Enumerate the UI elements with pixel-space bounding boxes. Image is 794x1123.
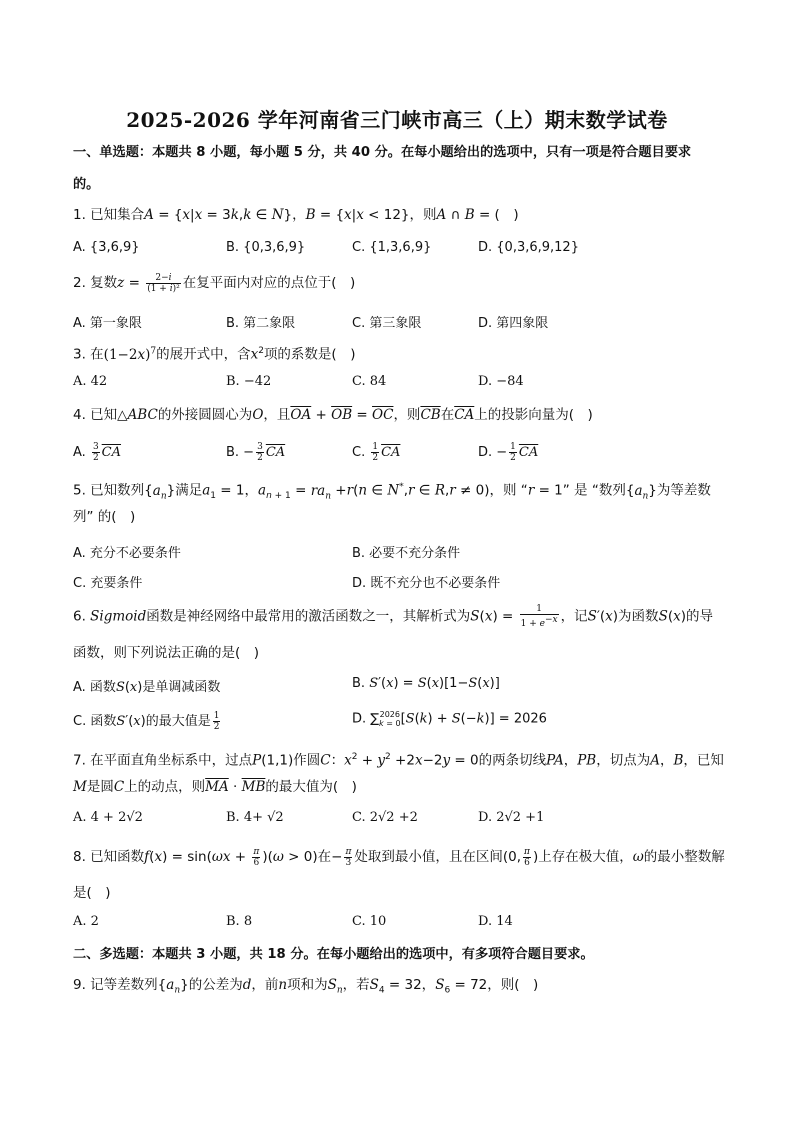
- question-1: 1. 已知集合A = {x|x = 3k,k ∈ N}，B = {x|x < 12}，则A ∩ B = ( ): [73, 207, 519, 223]
- option-c: C. 函数S′(x)的最大值是 $\frac{1}{2}$: [73, 711, 220, 732]
- question-5: 5. 已知数列$\{a_n\}$满足$a_1 = 1$，$a_{n + 1} = ra_n +r(n$ ∈ N*,r ∈ R,r ≠ 0)，则 “r = 1” 是 “数列$\{a_n\}$为等差数: [73, 482, 711, 502]
- option-d: D. 既不充分也不必要条件: [352, 576, 501, 591]
- option-a: A. 充分不必要条件: [73, 546, 181, 561]
- question-5-cont: 列” 的( ): [73, 509, 136, 525]
- section-2-heading: 二、多选题：本题共 3 小题，共 18 分。在每小题给出的选项中，有多项符合题目要求。: [73, 947, 594, 962]
- option-a: A. 42: [73, 374, 108, 389]
- option-b: B. 8: [226, 914, 253, 929]
- option-c: C. 2√2 +2: [352, 810, 418, 825]
- option-c: C. 充要条件: [73, 576, 143, 591]
- question-6: 6. Sigmoid函数是神经网络中最常用的激活函数之一，其解析式为S(x) = $\frac{1}{1 + e^{-x}}$ ，记S′(x)为函数S(x)的导: [73, 604, 713, 629]
- option-b: B. −42: [226, 374, 272, 389]
- option-d: D. ∑ 2026 k = 0 [S(k) + S(−k)] = 2026: [352, 710, 547, 728]
- option-a: A. 4 + 2√2: [73, 810, 143, 825]
- question-7-cont: M是圆C上的动点，则$\overline{MA} \cdot \overline{MB}$的最大值为( ): [73, 779, 357, 795]
- option-a: A. 函数S(x)是单调减函数: [73, 680, 221, 695]
- option-d: D. 14: [478, 914, 513, 929]
- question-8: 8. 已知函数f(x) = sin(ωx + $\frac{\pi}{6}$ )(ω > 0)在− $\frac{\pi}{3}$ 处取到最小值，且在区间(0, $\frac{\pi}{6}$ )上存在极大值，ω的最小整数解: [73, 846, 725, 868]
- section-1-heading: 一、单选题：本题共 8 小题，每小题 5 分，共 40 分。在每小题给出的选项中，只有一项是符合题目要求: [73, 145, 692, 160]
- option-d: D. −84: [478, 374, 524, 389]
- question-7: 7. 在平面直角坐标系中，过点P(1,1)作圆C：$x^2 + y^2 +2x-2y = 0$的两条切线PA，PB，切点为A，B，已知: [73, 752, 724, 769]
- option-b: B. 必要不充分条件: [352, 546, 461, 561]
- page-title: 2025-2026 学年河南省三门峡市高三（上）期末数学试卷: [126, 108, 668, 132]
- option-d: D. 第四象限: [478, 316, 549, 331]
- question-2: 2. 复数z = $\frac{2-i}{\text{(1 + i)²}}$ 在复平面内对应的点位于( ): [73, 272, 356, 294]
- option-c: C. 第三象限: [352, 316, 422, 331]
- question-6-cont: 函数，则下列说法正确的是( ): [73, 645, 260, 661]
- option-d: D. {0,3,6,9,12}: [478, 240, 579, 255]
- question-9: 9. 记等差数列$\{a_n\}$的公差为d，前n项和为$S_n$，若$S_4 = 32$，$S_6 = 72$，则( ): [73, 977, 539, 996]
- option-b: B. 4+ √2: [226, 810, 284, 825]
- option-d: D. − $\frac{1}{2}$ $\overline{CA}$: [478, 442, 539, 463]
- option-a: A. $\frac{3}{2}$ $\overline{CA}$: [73, 442, 122, 463]
- option-d: D. 2√2 +1: [478, 810, 545, 825]
- option-c: C. {1,3,6,9}: [352, 240, 432, 255]
- option-b: B. − $\frac{3}{2}$ $\overline{CA}$: [226, 442, 286, 463]
- option-c: C. $\frac{1}{2}$ $\overline{CA}$: [352, 442, 401, 463]
- option-c: C. 10: [352, 914, 387, 929]
- question-3: 3. 在$(1-2x)^7$的展开式中，含$x^2$项的系数是( ): [73, 346, 356, 363]
- option-b: B. S′(x) = S(x)[1−S(x)]: [352, 676, 500, 691]
- question-8-cont: 是( ): [73, 885, 111, 901]
- section-1-heading-cont: 的。: [73, 177, 100, 192]
- option-a: A. {3,6,9}: [73, 240, 140, 255]
- option-a: A. 2: [73, 914, 99, 929]
- option-b: B. {0,3,6,9}: [226, 240, 306, 255]
- question-4: 4. 已知△ABC的外接圆圆心为O，且$\overline{OA} + \overline{OB} = \overline{OC}$，则$\overline{CB}$在$\overline{CA}$上的投影向量为( ): [73, 407, 593, 423]
- option-a: A. 第一象限: [73, 316, 142, 331]
- option-c: C. 84: [352, 374, 387, 389]
- option-b: B. 第二象限: [226, 316, 296, 331]
